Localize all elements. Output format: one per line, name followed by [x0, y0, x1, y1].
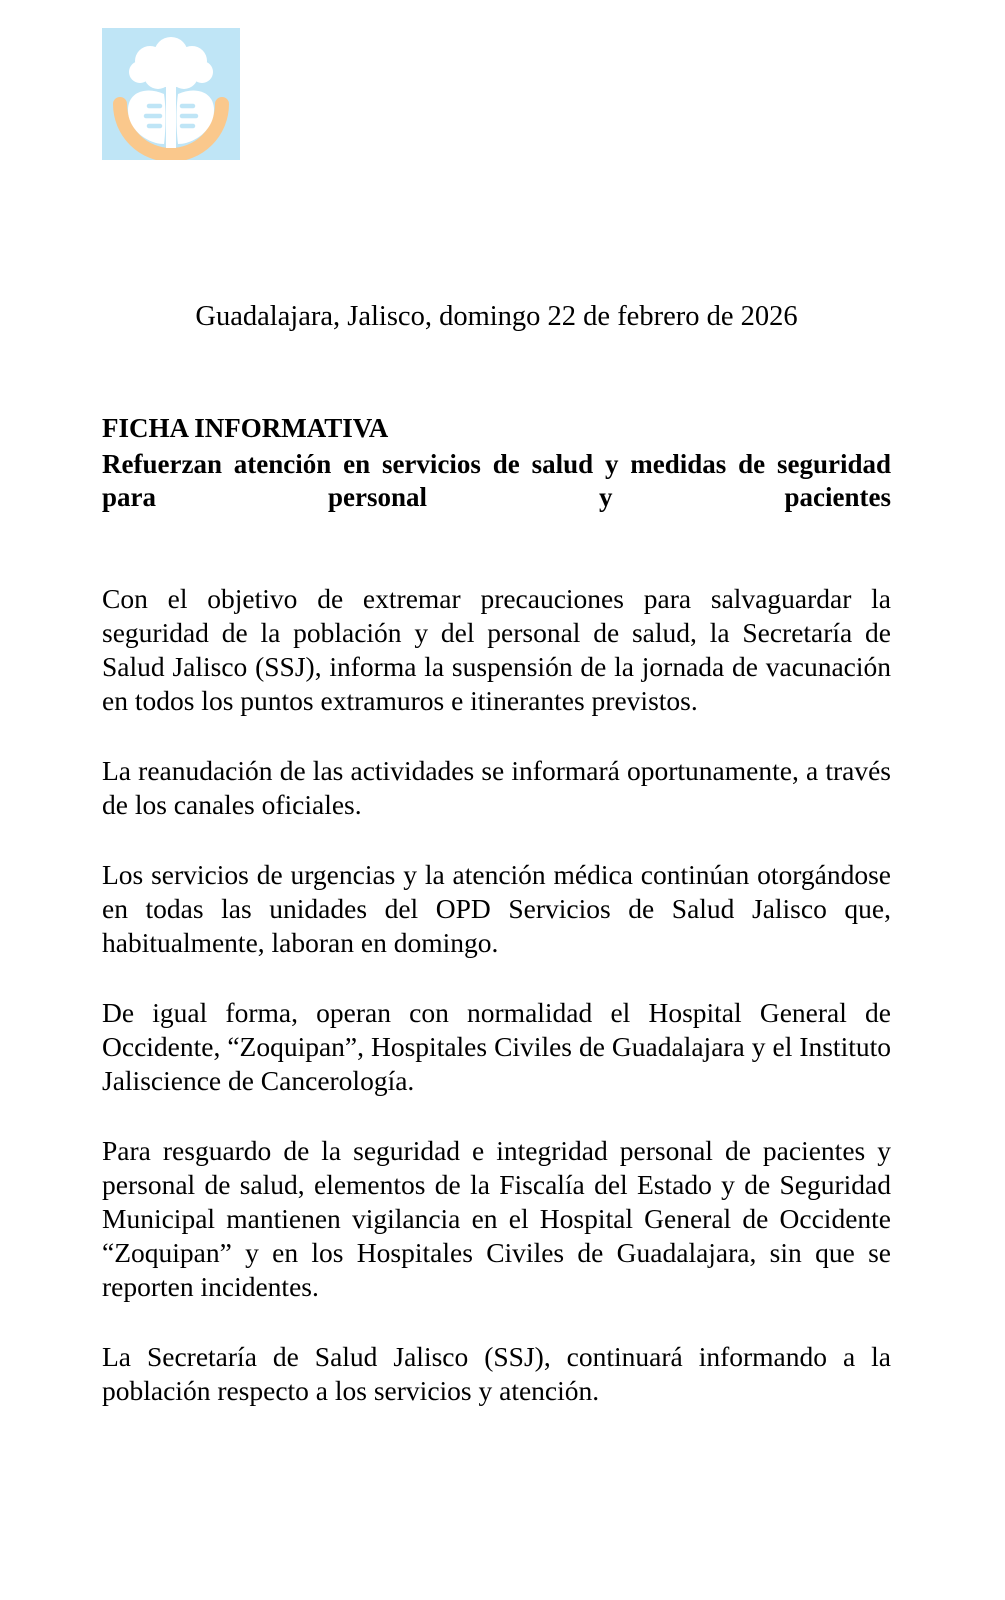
page-title: Refuerzan atención en servicios de salud y medidas de seguridad para personal y pacientes [102, 448, 891, 512]
document-body [102, 300, 891, 1407]
jalisco-health-flower-logo-icon [102, 28, 240, 160]
paragraph-6: La Secretaría de Salud Jalisco (SSJ), continuará informando a la población respecto a los servicios y atención. [102, 1340, 891, 1406]
paragraph-2: La reanudación de las actividades se informará oportunamente, a través de los canales oficiales. [102, 755, 891, 821]
logo-flower-head-shape [129, 37, 213, 89]
letterhead-logo [102, 28, 240, 160]
paragraph-1: Con el objetivo de extremar precauciones para salvaguardar la seguridad de la población y del personal de salud, la Secretaría de Salud Jalisco (SSJ), informa la suspensión de la jornada de vacunación en todos los puntos extramuros e itinerantes previstos. [102, 583, 891, 717]
paragraph-5: Para resguardo de la seguridad e integridad personal de pacientes y personal de salud, elementos de la Fiscalía del Estado y de Seguridad Municipal mantienen vigilancia en el Hospital General de Occidente “Zoquipan” y en los Hospitales Civiles de Guadalajara, sin que se reporten incidentes. [102, 1134, 891, 1302]
paragraph-4: De igual forma, operan con normalidad el Hospital General de Occidente, “Zoquipan”, Hospitales Civiles de Guadalajara y el Instituto Jaliscience de Cancerología. [102, 996, 891, 1096]
kicker-label: FICHA INFORMATIVA [102, 412, 389, 443]
dateline: Guadalajara, Jalisco, domingo 22 de febrero de 2026 [195, 301, 798, 332]
paragraph-3: Los servicios de urgencias y la atención médica continúan otorgándose en todas las unidades del OPD Servicios de Salud Jalisco que, habitualmente, laboran en domingo. [102, 859, 891, 958]
